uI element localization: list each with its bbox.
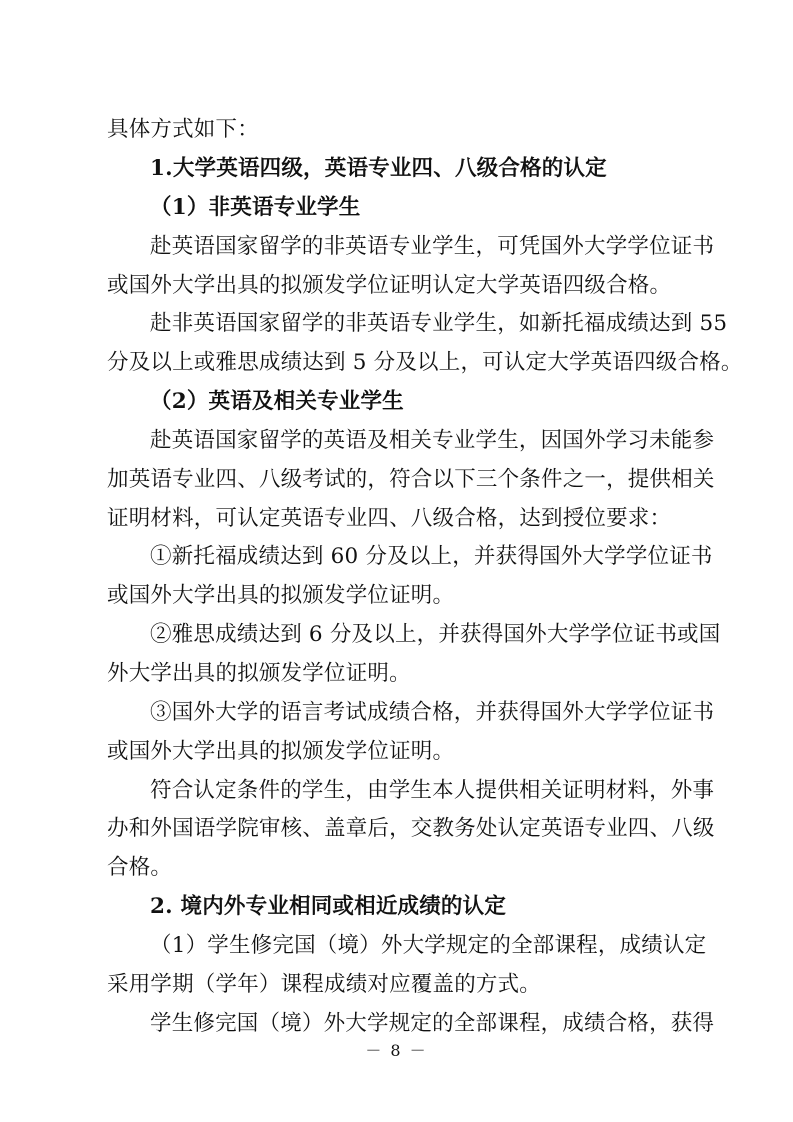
subsection-heading-2: （2）英语及相关专业学生 (150, 389, 404, 414)
list-item-1-cont: 或国外大学出具的拟颁发学位证明。 (107, 583, 455, 608)
paragraph-line: 分及以上或雅思成绩达到 5 分及以上，可认定大学英语四级合格。 (107, 350, 743, 375)
paragraph-line: 办和外国语学院审核、盖章后，交教务处认定英语专业四、八级 (107, 816, 715, 841)
paragraph-line: 赴非英语国家留学的非英语专业学生，如新托福成绩达到 55 (150, 311, 728, 336)
section-heading-2: 2. 境内外专业相同或相近成绩的认定 (150, 894, 507, 919)
list-item-3-cont: 或国外大学出具的拟颁发学位证明。 (107, 739, 455, 764)
list-item-2-cont: 外大学出具的拟颁发学位证明。 (107, 661, 411, 686)
paragraph-line: 赴英语国家留学的非英语专业学生，可凭国外大学学位证书 (150, 234, 715, 259)
list-item-3: ③国外大学的语言考试成绩合格，并获得国外大学学位证书 (150, 700, 715, 725)
list-item-2: ②雅思成绩达到 6 分及以上，并获得国外大学学位证书或国 (150, 622, 721, 647)
paragraph-line: 或国外大学出具的拟颁发学位证明认定大学英语四级合格。 (107, 273, 672, 298)
paragraph-line: 符合认定条件的学生，由学生本人提供相关证明材料，外事 (150, 778, 715, 803)
list-item-1: ①新托福成绩达到 60 分及以上，并获得国外大学学位证书 (150, 544, 713, 569)
paragraph-line: 合格。 (107, 855, 173, 880)
paragraph-line: 加英语专业四、八级考试的，符合以下三个条件之一，提供相关 (107, 467, 715, 492)
intro-line: 具体方式如下： (107, 117, 259, 142)
paragraph-line: 赴英语国家留学的英语及相关专业学生，因国外学习未能参 (150, 428, 715, 453)
paragraph-line: 采用学期（学年）课程成绩对应覆盖的方式。 (107, 972, 542, 997)
section-heading-1: 1.大学英语四级，英语专业四、八级合格的认定 (150, 156, 607, 181)
subsection-heading-1: （1）非英语专业学生 (150, 195, 361, 220)
paragraph-line: （1）学生修完国（境）外大学规定的全部课程，成绩认定 (150, 933, 707, 958)
page-number: － 8 － (365, 1041, 428, 1060)
paragraph-line: 证明材料，可认定英语专业四、八级合格，达到授位要求： (107, 506, 672, 531)
paragraph-line: 学生修完国（境）外大学规定的全部课程，成绩合格，获得 (150, 1011, 715, 1036)
